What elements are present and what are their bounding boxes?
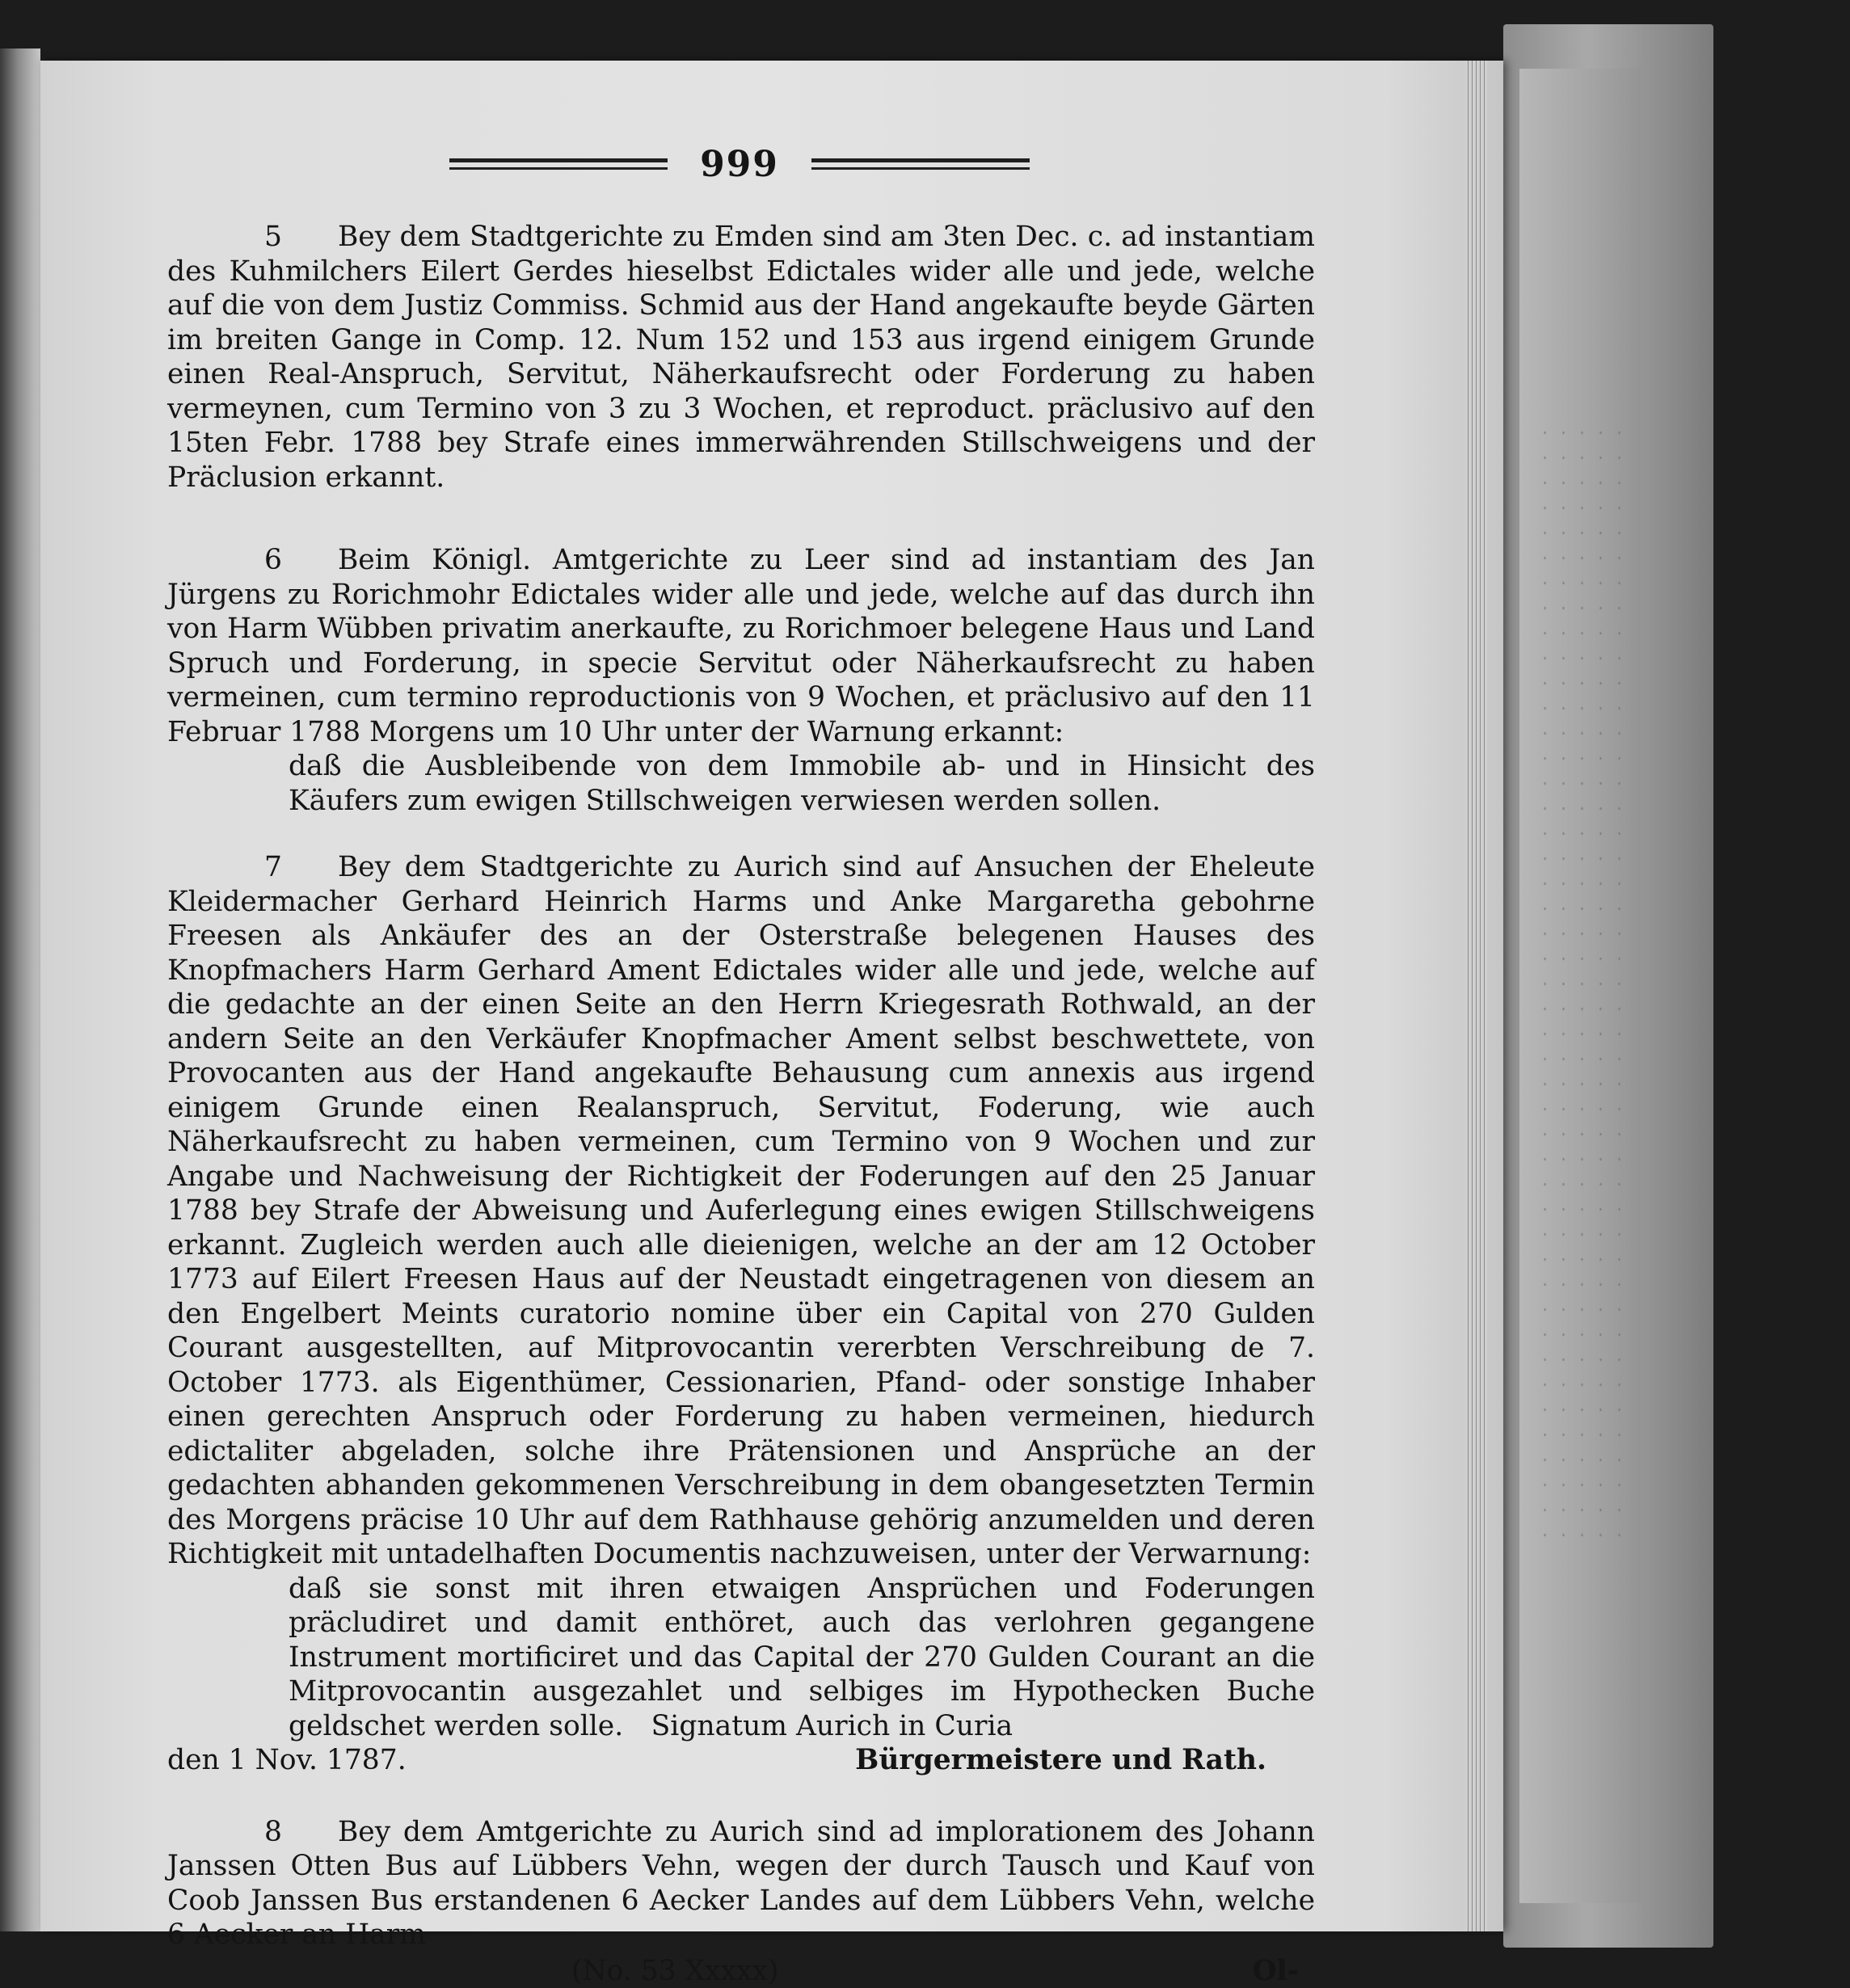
entry-text: Bey dem Stadtgerichte zu Aurich sind auf Ansuchen der Eheleute Kleidermacher Gerhard Heinrich Harms und Anke Margaretha gebohrne Freesen als Ankäufer des an der Osterstraße belegenen Hauses des Knopfmachers Harm Gerhard Ament Edictales wider alle und jede, welche auf die gedachte an der einen Seite an den Herrn Kriegesrath Rothwald, an der andern Seite an den Verkäufer Knopfmacher Ament selbst beschwettete, von Provocanten aus der Hand angekaufte Behausung cum annexis aus irgend einigem Grunde einen Realanspruch, Servitut, Foderung, wie auch Näherkaufsrecht zu haben vermeinen, cum Termino von 9 Wochen und zur Angabe und Nachweisung der Richtigkeit der Foderungen auf den 25 Januar 1788 bey Strafe der Abweisung und Auferlegung eines ewigen Stillschweigens erkannt. Zugleich werden auch alle dieienigen, welche an der am 12 October 1773 auf Eilert Freesen Haus auf der Neustadt eingetragenen von diesem an den Engelbert Meints curatorio nomine über ein Capital von 270 Gulden Courant ausgestellten, auf Mitprovocantin vererbten Verschreibung de 7. October 1773. als Eigenthümer, Cessionarien, Pfand- oder sonstige Inhaber einen gerechten Anspruch oder Forderung zu haben vermeinen, hiedurch edictaliter abgeladen, solche ihre Prätensionen und Ansprüche an der gedachten abhanden gekommenen Verschreibung in dem obangesetzten Termin des Morgens präcise 10 Uhr auf dem Rathhause gehörig anzumelden und deren Richtigkeit mit untadelhaften Documentis nachzuweisen, unter der Verwarnung:	[167, 851, 1315, 1570]
page-edges	[1464, 61, 1487, 1931]
entry-number: 5	[264, 221, 282, 253]
entry-text: Beim Königl. Amtgerichte zu Leer sind ad instantiam des Jan Jürgens zu Rorichmohr Edictales wider alle und jede, welche auf das durch ihn von Harm Wübben privatim anerkaufte, zu Rorichmoer belegene Haus und Land Spruch und Forderung, in specie Servitut oder Näherkaufsrecht zu haben vermeinen, cum termino reproductionis von 9 Wochen, et präclusivo auf den 11 Februar 1788 Morgens um 10 Uhr unter der Warnung erkannt:	[167, 544, 1315, 748]
signatory: Bürgermeistere und Rath.	[855, 1743, 1315, 1778]
entry-6	[167, 543, 1315, 749]
entry-number: 7	[264, 851, 282, 883]
document-body	[167, 220, 1315, 1988]
entry-5	[167, 220, 1315, 495]
page-number: 999	[700, 144, 779, 185]
header-rule-right	[811, 158, 1030, 170]
entry-number: 6	[264, 544, 282, 576]
left-book-board	[0, 48, 40, 1931]
entry-7-warning	[167, 1572, 1315, 1744]
spacer	[167, 495, 1315, 543]
issue-date: den 1 Nov. 1787.	[167, 1743, 407, 1778]
page-header	[436, 136, 1043, 192]
entry-text: Bey dem Stadtgerichte zu Emden sind am 3ten Dec. c. ad instantiam des Kuhmilchers Eilert Gerdes hieselbst Edictales wider alle und jede, welche auf die von dem Justiz Commiss. Schmid aus der Hand angekaufte beyde Gärten im breiten Gange in Comp. 12. Num 152 und 153 aus irgend einigem Grunde einen Real-Anspruch, Servitut, Näherkaufsrecht oder Forderung zu haben vermeynen, cum Termino von 3 zu 3 Wochen, et reproduct. präclusivo auf den 15ten Febr. 1788 bey Strafe eines immerwährenden Stillschweigens und der Präclusion erkannt.	[167, 221, 1315, 494]
warning-text: daß sie sonst mit ihren etwaigen Ansprüchen und Foderungen präcludiret und damit enthöret, auch das verlohren gegangene Instrument mortificiret und das Capital der 270 Gulden Courant an die Mitprovocantin ausgezahlet und selbiges im Hypothecken Buche geldschet werden solle.	[289, 1573, 1315, 1742]
spacer	[167, 818, 1315, 850]
header-rule-left	[449, 158, 668, 170]
catchword: Ol-	[1253, 1954, 1315, 1988]
spacer	[167, 1778, 1315, 1815]
entry-6-warning: daß die Ausbleibende von dem Immobile ab- und in Hinsicht des Käufers zum ewigen Stillschweigen verwiesen werden sollen.	[167, 749, 1315, 818]
signature-mark: (No. 53 Xxxxx)	[167, 1954, 778, 1988]
entry-text: Bey dem Amtgerichte zu Aurich sind ad implorationem des Johann Janssen Otten Bus auf Lübbers Vehn, wegen der durch Tausch und Kauf von Coob Janssen Bus erstandenen 6 Aecker Landes auf dem Lübbers Vehn, welche 6 Aecker an Harm	[167, 1816, 1315, 1952]
cover-texture	[1536, 420, 1625, 1552]
signatum-line: Signatum Aurich in Curia	[651, 1710, 1013, 1742]
entry-number: 8	[264, 1816, 282, 1848]
page-footer	[167, 1954, 1315, 1988]
signature-row	[167, 1743, 1315, 1778]
entry-8	[167, 1815, 1315, 1952]
entry-7	[167, 850, 1315, 1572]
